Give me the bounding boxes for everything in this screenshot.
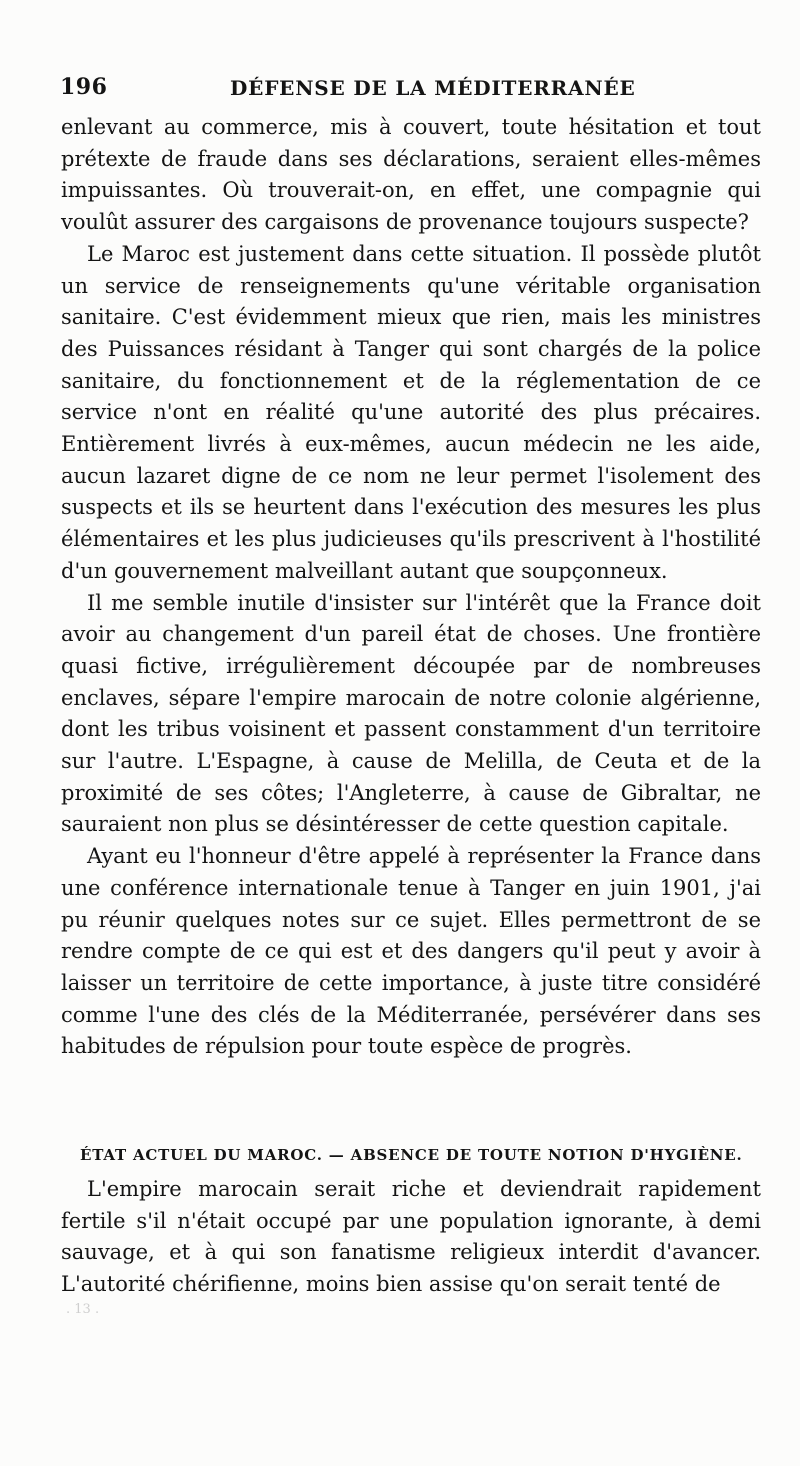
page-number: 196 xyxy=(60,74,108,100)
section-text xyxy=(61,1174,761,1301)
footer-mark: . 13 . xyxy=(66,1302,100,1317)
paragraph-maroc-situation: Le Maroc est justement dans cette situation. Il possède plutôt un service de renseignements qu'une véritable organisation sanitaire. C'est évidemment mieux que rien, mais les ministres des Puissances résidant à Tanger qui sont chargés de la police sanitaire, du fonctionnement et de la réglementation de ce service n'ont en réalité qu'une autorité des plus précaires. Entièrement livrés à eux-mêmes, aucun médecin ne les aide, aucun lazaret digne de ce nom ne leur permet l'isolement des suspects et ils se heurtent dans l'exécution des mesures les plus élémentaires et les plus judicieuses qu'ils prescrivent à l'hostilité d'un gouvernement malveillant autant que soupçonneux. xyxy=(61,241,761,583)
page-header xyxy=(60,74,760,104)
running-title: DÉFENSE DE LA MÉDITERRANÉE xyxy=(230,76,636,100)
paragraph-empire-marocain: L'empire marocain serait riche et deviendrait rapidement fertile s'il n'était occupé par une population ignorante, à demi sauvage, et à qui son fanatisme religieux interdit d'avancer. L'autorité chérifienne, moins bien assise qu'on serait tenté de xyxy=(61,1177,761,1297)
paragraph-interet-france: Il me semble inutile d'insister sur l'intérêt que la France doit avoir au changement d'un pareil état de choses. Une frontière quasi fictive, irrégulièrement découpée par de nombreuses enclaves, sépare l'empire marocain de notre colonie algérienne, dont les tribus voisinent et passent constamment d'un territoire sur l'autre. L'Espagne, à cause de Melilla, de Ceuta et de la proximité de ses côtes; l'Angleterre, à cause de Gibraltar, ne sauraient non plus se désintéresser de cette question capitale. xyxy=(61,590,761,837)
paragraph-conference-tanger: Ayant eu l'honneur d'être appelé à représenter la France dans une conférence internationale tenue à Tanger en juin 1901, j'ai pu réunir quelques notes sur ce sujet. Elles permettront de se rendre compte de ce qui est et des dangers qu'il peut y avoir à laisser un territoire de cette importance, à juste titre considéré comme l'une des clés de la Méditerranée, persévérer dans ses habitudes de répulsion pour toute espèce de progrès. xyxy=(61,844,761,1059)
main-text xyxy=(61,112,761,1063)
paragraph-continuation: enlevant au commerce, mis à couvert, toute hésitation et tout prétexte de fraude dans ses déclarations, seraient elles-mêmes impuissantes. Où trouverait-on, en effet, une compagnie qui voulût assurer des cargaisons de provenance toujours suspecte? xyxy=(61,115,761,235)
section-heading: ÉTAT ACTUEL DU MAROC. — ABSENCE DE TOUTE NOTION D'HYGIÈNE. xyxy=(80,1146,743,1164)
